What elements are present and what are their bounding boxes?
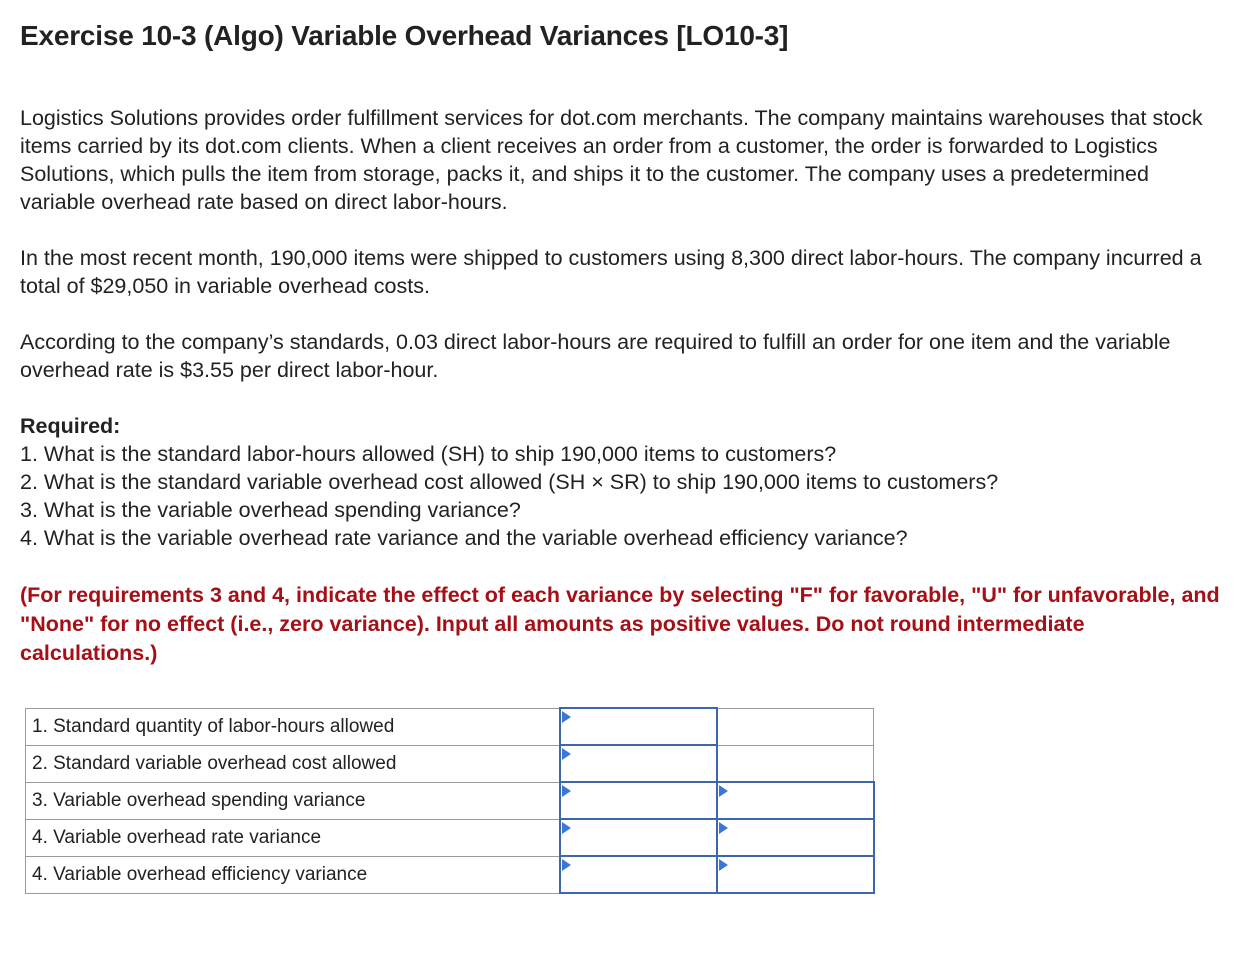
rate-variance-input-cell[interactable] [560,819,717,856]
input-marker-icon [562,711,571,723]
row-label-standard-cost: 2. Standard variable overhead cost allowed [26,745,560,782]
table-row [26,856,874,893]
standard-cost-input[interactable] [561,746,716,781]
row-label-efficiency-variance: 4. Variable overhead efficiency variance [26,856,560,893]
table-row [26,708,874,745]
table-row [26,819,874,856]
required-heading: Required: [20,414,121,438]
required-item-3: 3. What is the variable overhead spending variance? [20,498,521,522]
standard-hours-input[interactable] [561,709,716,744]
table-row [26,745,874,782]
input-marker-icon [562,822,571,834]
efficiency-variance-input-cell[interactable] [560,856,717,893]
input-marker-icon [562,748,571,760]
standard-cost-input-cell[interactable] [560,745,717,782]
input-marker-icon [562,785,571,797]
row-label-spending-variance: 3. Variable overhead spending variance [26,782,560,819]
problem-paragraph-1: Logistics Solutions provides order fulfillment services for dot.com merchants. The company maintains warehouses that stock items carried by its dot.com clients. When a client receives an order from a customer, the order is forwarded to Logistics Solutions, which pulls the item from storage, packs it, and ships it to the customer. The company uses a predetermined variable overhead rate based on direct labor-hours. [20,106,1203,214]
required-item-1: 1. What is the standard labor-hours allowed (SH) to ship 190,000 items to customers? [20,442,837,466]
problem-paragraph-2: In the most recent month, 190,000 items were shipped to customers using 8,300 direct labor-hours. The company incurred a total of $29,050 in variable overhead costs. [20,246,1202,298]
required-item-4: 4. What is the variable overhead rate variance and the variable overhead efficiency variance? [20,526,908,550]
dropdown-marker-icon [719,822,728,834]
required-section [20,412,998,552]
standard-hours-input-cell[interactable] [560,708,717,745]
problem-paragraph-3: According to the company’s standards, 0.03 direct labor-hours are required to fulfill an order for one item and the variable overhead rate is $3.55 per direct labor-hour. [20,330,1171,382]
table-row [26,782,874,819]
dropdown-marker-icon [719,859,728,871]
rate-variance-effect-select[interactable] [718,820,873,855]
rate-variance-effect-cell[interactable] [717,819,874,856]
spending-variance-input-cell[interactable] [560,782,717,819]
required-item-2: 2. What is the standard variable overhead cost allowed (SH × SR) to ship 190,000 items to customers? [20,470,999,494]
row-label-standard-hours: 1. Standard quantity of labor-hours allowed [26,708,560,745]
spending-variance-effect-cell[interactable] [717,782,874,819]
efficiency-variance-effect-cell[interactable] [717,856,874,893]
input-marker-icon [562,859,571,871]
row-2-empty-cell [717,745,874,782]
row-label-rate-variance: 4. Variable overhead rate variance [26,819,560,856]
spending-variance-input[interactable] [561,783,716,818]
spending-variance-effect-select[interactable] [718,783,873,818]
row-1-empty-cell [717,708,874,745]
efficiency-variance-effect-select[interactable] [718,857,873,892]
efficiency-variance-input[interactable] [561,857,716,892]
dropdown-marker-icon [719,785,728,797]
exercise-title: Exercise 10-3 (Algo) Variable Overhead Variances [LO10-3] [20,20,789,51]
rate-variance-input[interactable] [561,820,716,855]
answer-table [25,707,875,894]
instructions-note: (For requirements 3 and 4, indicate the effect of each variance by selecting "F" for favorable, "U" for unfavorable, and "None" for no effect (i.e., zero variance). Input all amounts as positive values. Do not round intermediate calculations.) [20,583,1220,665]
